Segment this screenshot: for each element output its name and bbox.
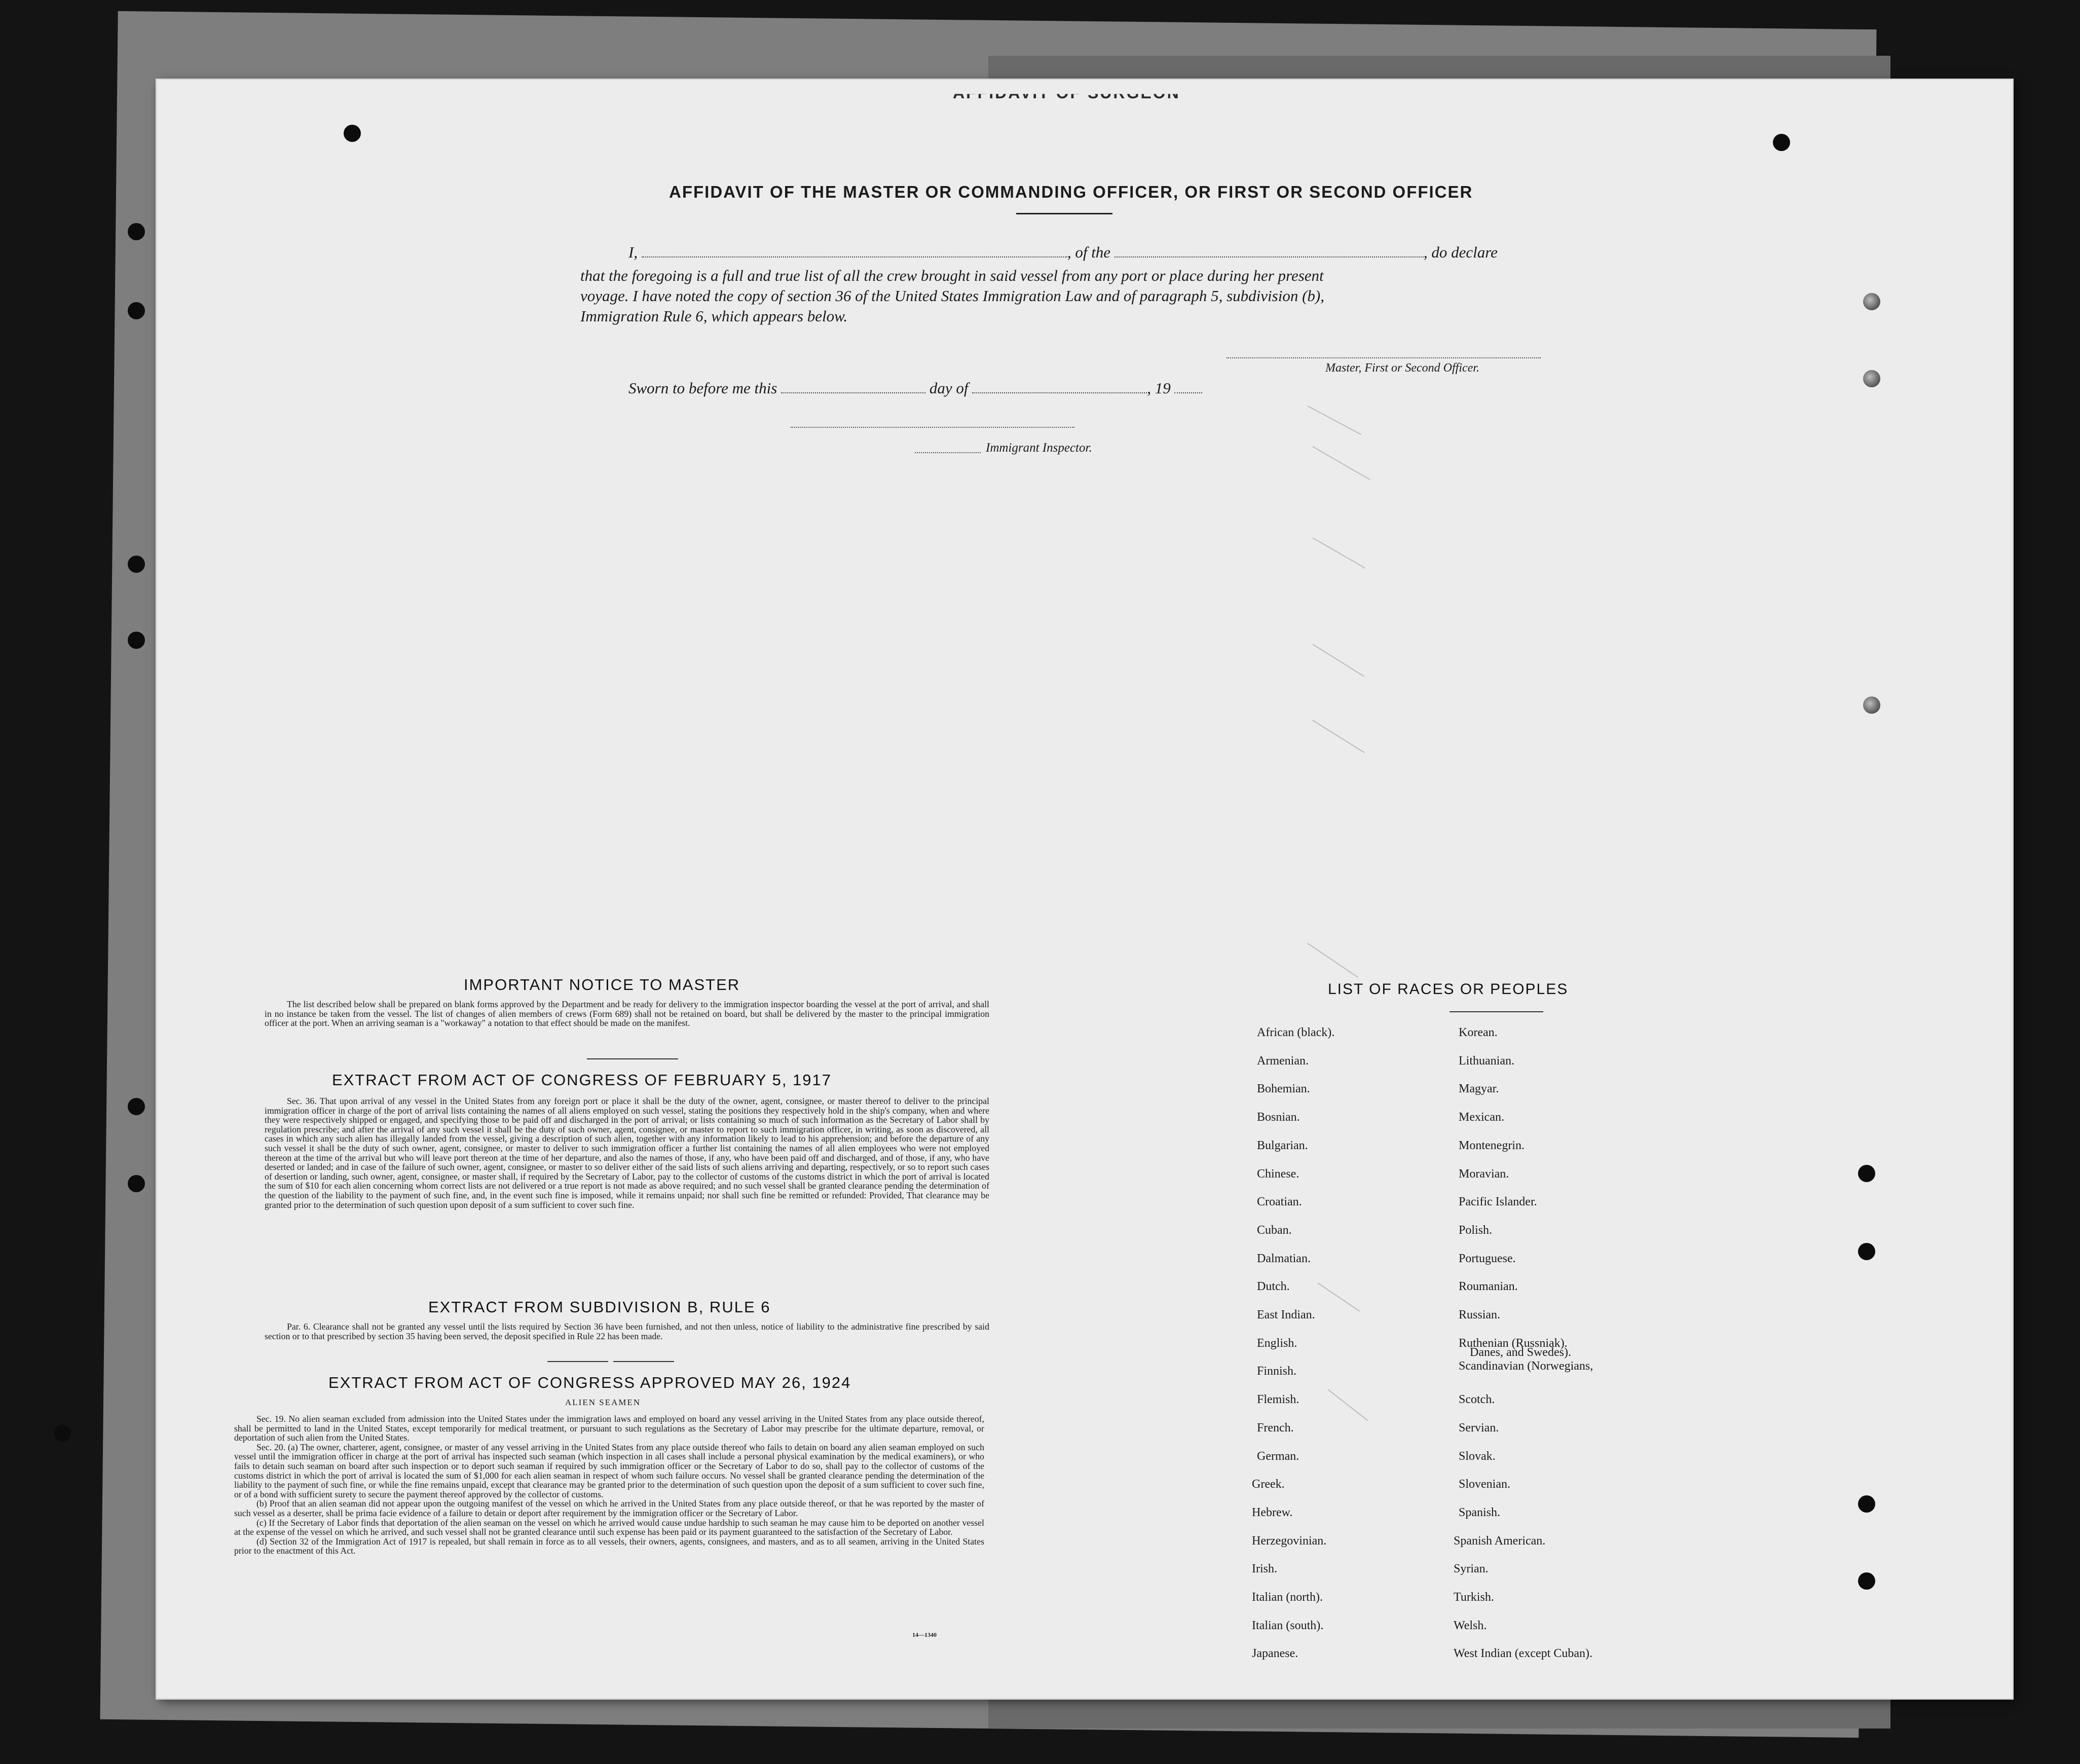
affidavit-of-the: , of the <box>1067 243 1111 261</box>
race-item: Slovak. <box>1459 1449 1496 1463</box>
punch-hole <box>1858 1572 1875 1590</box>
race-item: Slovenian. <box>1459 1478 1510 1491</box>
race-item: Montenegrin. <box>1459 1138 1525 1152</box>
race-item: Ruthenian (Russniak). <box>1459 1336 1568 1350</box>
race-item: Dutch. <box>1257 1280 1290 1294</box>
punch-hole <box>1858 1165 1875 1182</box>
inspector-prefix-line <box>915 452 981 453</box>
extract-rule6-text <box>265 1322 989 1341</box>
race-item: Herzegovinian. <box>1252 1534 1327 1548</box>
extract-1917-title: EXTRACT FROM ACT OF CONGRESS OF FEBRUARY 5, 1917 <box>332 1071 832 1089</box>
race-item: Armenian. <box>1257 1054 1309 1068</box>
affidavit-title: AFFIDAVIT OF THE MASTER OR COMMANDING OFFICER, OR FIRST OR SECOND OFFICER <box>669 182 1473 201</box>
title-rule <box>1016 213 1112 214</box>
inspector-label: Immigrant Inspector. <box>986 441 1092 455</box>
extract-1924-title: EXTRACT FROM ACT OF CONGRESS APPROVED MAY 26, 1924 <box>328 1374 851 1391</box>
race-item: Flemish. <box>1257 1393 1299 1407</box>
races-title-rule <box>1450 1011 1543 1012</box>
race-item: Turkish. <box>1454 1591 1494 1604</box>
section-rule <box>547 1361 608 1362</box>
punch-hole <box>1858 1243 1875 1260</box>
race-item: Russian. <box>1459 1308 1501 1321</box>
sworn-year: , 19 <box>1147 379 1171 397</box>
race-item: East Indian. <box>1257 1308 1315 1321</box>
race-item: Magyar. <box>1459 1082 1499 1096</box>
race-item: Korean. <box>1459 1026 1498 1039</box>
race-item: Italian (north). <box>1252 1591 1323 1604</box>
punch-hole <box>1863 293 1880 310</box>
race-item: Polish. <box>1459 1223 1493 1237</box>
race-item: Croatian. <box>1257 1195 1302 1209</box>
race-item: Bohemian. <box>1257 1082 1310 1096</box>
extract-rule6-title: EXTRACT FROM SUBDIVISION B, RULE 6 <box>428 1298 771 1316</box>
race-item: German. <box>1257 1449 1299 1463</box>
punch-hole <box>344 125 361 142</box>
punch-hole <box>1773 134 1790 151</box>
races-title: LIST OF RACES OR PEOPLES <box>1328 981 1569 998</box>
race-item: Lithuanian. <box>1459 1054 1514 1068</box>
notice-paragraph: The list described below shall be prepared on blank forms approved by the Department and be ready for delivery to the immigration inspector boarding the vessel at the port of arrival, and shall in no instance be taken from the vessel. The list of changes of alien members of crews (Form 689) shall not be retained on board, but shall be delivered by the master to the principal immigration officer at the port. When an arriving seaman is a "workaway" a notation to that effect should be made on the manifest. <box>265 999 989 1028</box>
sworn-day-blank[interactable] <box>781 379 925 393</box>
race-item: Scandinavian (Norwegians, <box>1459 1359 1593 1373</box>
race-item: Italian (south). <box>1252 1619 1324 1632</box>
sworn-year-blank[interactable] <box>1174 379 1202 393</box>
race-item: Dalmatian. <box>1257 1252 1311 1265</box>
race-item: Greek. <box>1252 1478 1285 1491</box>
race-item: Spanish American. <box>1454 1534 1546 1548</box>
notice-text <box>265 1000 989 1028</box>
sworn-month-blank[interactable] <box>972 379 1147 393</box>
notice-title: IMPORTANT NOTICE TO MASTER <box>464 976 740 994</box>
race-item: Scotch. <box>1459 1393 1495 1407</box>
race-item: Servian. <box>1459 1421 1499 1435</box>
punch-hole <box>128 223 145 240</box>
race-item: Portuguese. <box>1459 1252 1516 1265</box>
sworn-line <box>628 378 1202 398</box>
section-20b-paragraph: (b) Proof that an alien seaman did not appear upon the outgoing manifest of the vessel on which he arrived in the United States from any place outside thereof, or that he was reported by the master of such vessel as a deserter, shall be prima facie evidence of a failure to detain or deport after requirement by the immigration officer or the Secretary of Labor. <box>234 1498 984 1518</box>
punch-hole <box>54 1424 71 1442</box>
punch-hole <box>1863 370 1880 387</box>
section-36-paragraph: Sec. 36. That upon arrival of any vessel in the United States from any foreign port or place it shall be the duty of the owner, agent, consignee, or master thereof to deliver to the principal immigration officer in charge of the port of arrival lists containing the names of all aliens employed on such vessel, stating the positions they respectively hold in the ship's company, when and where they were respectively shipped or engaged, and specifying those to be paid off and discharged in the port of arrival; or lists containing so much of such information as the Secretary of Labor shall by regulation prescribe; and after the arrival of any such vessel it shall be the duty of such owner, agent, consignee, or master to report to such immigration officer, in writing, as soon as discovered, all cases in which any such alien has illegally landed from the vessel, giving a description of such alien, together with any information likely to lead to his apprehension; and before the departure of any such vessel it shall be the duty of such owner, agent, consignee, or master to deliver to such immigration officer a further list containing the names of all alien employees who were not employed thereon at the time of the arrival but who will leave port thereon at the time of her departure, and also the names of those, if any, who have been paid off and discharged, and of those, if any, who have deserted or landed; and in case of the failure of such owner, agent, consignee, or master to so deliver either of the said lists of such aliens arriving and departing, respectively, or so to report such cases of desertion or landing, such owner, agent, consignee, or master shall, if required by the Secretary of Labor, pay to the collector of customs of the customs district in which the port of arrival is located the sum of $10 for each alien concerning whom correct lists are not delivered or a true report is not made as above required; and no such vessel shall be granted clearance pending the determination of the question of the liability to the payment of such fine, and, in the event such fine is imposed, while it remains unpaid; nor shall such fine be remitted or refunded: Provided, That clearance may be granted prior to the determination of such question upon deposit of a sum sufficient to cover such fine. <box>265 1096 989 1210</box>
punch-hole <box>128 302 145 319</box>
inspector-signature-line[interactable] <box>791 427 1074 428</box>
race-item: Cuban. <box>1257 1223 1292 1237</box>
race-item: Finnish. <box>1257 1365 1297 1378</box>
race-item: Pacific Islander. <box>1459 1195 1537 1209</box>
punch-hole <box>1858 1495 1875 1513</box>
race-item: Moravian. <box>1459 1167 1509 1181</box>
race-item: Roumanian. <box>1459 1280 1518 1294</box>
race-item: West Indian (except Cuban). <box>1454 1647 1592 1661</box>
affidavit-line-2: that the foregoing is a full and true list of all the crew brought in said vessel from any port or place during her present <box>580 267 1324 284</box>
paragraph-6: Par. 6. Clearance shall not be granted any vessel until the lists required by Section 36 have been furnished, and not then unless, notice of liability to the administrative fine prescribed by said section or to that prescribed by section 35 having been served, the deposit specified in Rule 22 has been made. <box>265 1321 989 1341</box>
vessel-blank[interactable] <box>1115 243 1424 258</box>
punch-hole <box>128 556 145 573</box>
race-item: Bosnian. <box>1257 1111 1300 1124</box>
section-20c-paragraph: (c) If the Secretary of Labor finds that deportation of the alien seaman on the vessel on which he arrived would cause undue hardship to such seaman he may cause him to be deported on another vessel at the expense of the vessel on which he arrived, and such vessel shall not be granted clearance until such expense has been paid or its payment guaranteed to the satisfaction of the Secretary of Labor. <box>234 1517 984 1537</box>
affidavit-declare: , do declare <box>1423 243 1498 261</box>
race-item: Syrian. <box>1454 1562 1489 1576</box>
extract-1917-text <box>265 1096 989 1209</box>
section-rule <box>587 1058 678 1059</box>
sworn-prefix: Sworn to before me this <box>628 379 777 397</box>
sworn-day-of: day of <box>929 379 969 397</box>
punch-hole <box>128 1098 145 1115</box>
punch-hole <box>128 1175 145 1192</box>
race-item: Irish. <box>1252 1562 1277 1576</box>
master-signature-line[interactable] <box>1227 357 1541 358</box>
race-item: Danes, and Swedes). <box>1470 1345 1571 1359</box>
punch-hole <box>1863 696 1880 714</box>
name-blank[interactable] <box>642 243 1067 258</box>
section-20d-paragraph: (d) Section 32 of the Immigration Act of 1917 is repealed, but shall remain in force as to all vessels, their owners, agents, consignees, and masters, and as to all seamen, arriving in the United States prior to the enactment of this Act. <box>234 1536 984 1556</box>
affidavit-line-4: Immigration Rule 6, which appears below. <box>580 307 848 325</box>
section-19-paragraph: Sec. 19. No alien seaman excluded from admission into the United States under the immigration laws and employed on board any vessel arriving in the United States from any place outside thereof, shall be permitted to land in the United States, except temporarily for medical treatment, or pursuant to such regulations as the Secretary of Labor may prescribe for the ultimate departure, removal, or deportation of such alien from the United States. <box>234 1414 984 1443</box>
affidavit-line-3: voyage. I have noted the copy of section 36 of the United States Immigration Law and of paragraph 5, subdivision (b), <box>580 287 1324 305</box>
race-item: Welsh. <box>1454 1619 1487 1632</box>
race-item: Bulgarian. <box>1257 1138 1308 1152</box>
affidavit-line-1 <box>628 242 1498 263</box>
race-item: Spanish. <box>1459 1505 1501 1519</box>
affidavit-i: I, <box>628 243 638 261</box>
form-number: 14—1340 <box>912 1631 937 1638</box>
race-item: Chinese. <box>1257 1167 1299 1181</box>
punch-hole <box>128 632 145 649</box>
race-item: Hebrew. <box>1252 1505 1293 1519</box>
section-20a-paragraph: Sec. 20. (a) The owner, charterer, agent, consignee, or master of any vessel arriving in the United States from any place outside thereof who fails to detain on board any alien seaman employed on such vessel until the immigration officer in charge at the port of arrival has inspected such seaman (which inspection in all cases shall include a personal physical examination by the medical examiners), or who fails to detain such seaman on board after such inspection or to deport such seaman if required by such immigration officer or the Secretary of Labor to do so, shall pay to the collector of customs of the customs district in which the port of arrival is located the sum of $1,000 for each alien seaman in respect of whom such failure occurs. No vessel shall be granted clearance pending the determination of the liability to the payment of such fine, or while the fine remains unpaid, except that clearance may be granted prior to the determination of such question upon the deposit of a sum sufficient to cover such fine, or of a bond with sufficient surety to secure the payment thereof approved by the collector of customs. <box>234 1442 984 1499</box>
alien-seamen-heading: ALIEN SEAMEN <box>565 1398 641 1407</box>
race-item: English. <box>1257 1336 1297 1350</box>
race-item: Mexican. <box>1459 1111 1504 1124</box>
race-item: French. <box>1257 1421 1294 1435</box>
race-item: African (black). <box>1257 1026 1335 1039</box>
race-item: Japanese. <box>1252 1647 1298 1661</box>
master-signature-label: Master, First or Second Officer. <box>1325 361 1479 375</box>
section-rule <box>613 1361 674 1362</box>
extract-1924-text <box>234 1414 984 1556</box>
